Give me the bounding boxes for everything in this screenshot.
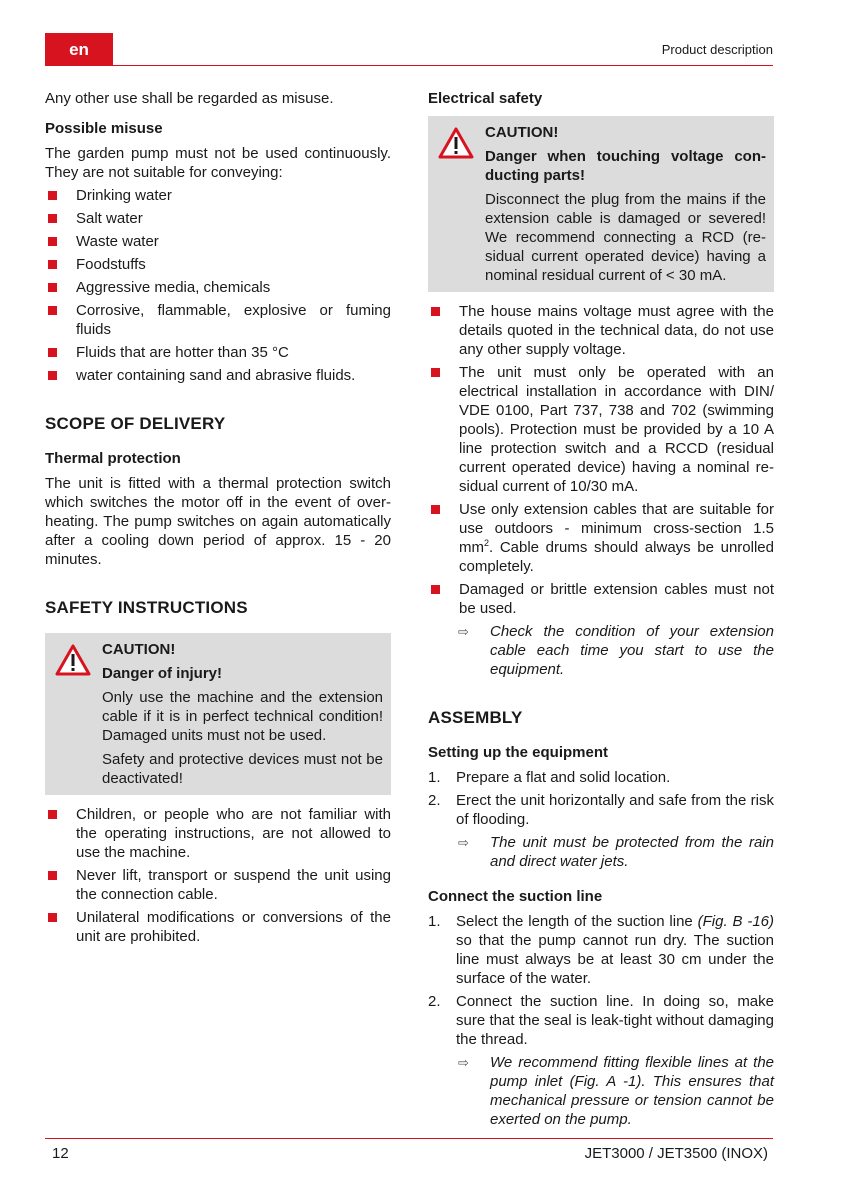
setup-heading: Setting up the equipment bbox=[428, 744, 608, 761]
note-text: Check the condition of your extension cable each time you start to use the equipment. bbox=[490, 623, 774, 678]
list-item: Drinking water bbox=[45, 186, 391, 205]
possible-misuse-heading: Possible misuse bbox=[45, 120, 163, 137]
thermal-protection-heading: Thermal protection bbox=[45, 450, 181, 467]
warning-triangle-icon bbox=[55, 644, 91, 676]
setup-steps bbox=[428, 768, 774, 829]
note-text: We recommend fitting flexible lines at the pump inlet (Fig. A -1). This ensures that mechanical pressure or tension cannot be exerted on the pump. bbox=[490, 1054, 774, 1128]
header-title: Product description bbox=[661, 42, 773, 57]
caution-subtitle: Danger when touching voltage conducting parts! bbox=[485, 148, 766, 184]
misuse-text: The garden pump must not be used continuously. They are not suitable for conveying: bbox=[45, 145, 391, 181]
list-item: Waste water bbox=[45, 232, 391, 251]
cable-note bbox=[428, 622, 774, 679]
left-column bbox=[45, 89, 391, 950]
cable-text: Use only extension cables that are suitable for use outdoors - minimum cross-section 1.5 mm bbox=[459, 501, 774, 556]
step-number: 1. bbox=[428, 913, 441, 930]
misuse-list bbox=[45, 186, 391, 385]
warning-triangle-icon bbox=[438, 127, 474, 159]
step-text-tail: so that the pump cannot run dry. The suction line must always be at least 30 cm under the surface of the water. bbox=[456, 932, 774, 987]
caution-title: CAUTION! bbox=[485, 124, 559, 141]
safety-list bbox=[45, 805, 391, 946]
caution-box bbox=[45, 633, 391, 795]
list-item: Salt water bbox=[45, 209, 391, 228]
caution-box bbox=[428, 116, 774, 292]
list-item: The house mains voltage must agree with the details quoted in the technical data, do not use any other supply voltage. bbox=[428, 302, 774, 359]
language-tab: en bbox=[45, 33, 113, 65]
right-column bbox=[428, 89, 774, 1135]
step-text: Select the length of the suction line bbox=[456, 913, 698, 930]
list-item bbox=[428, 992, 774, 1049]
step-text: Prepare a flat and solid location. bbox=[456, 769, 671, 786]
step-text: Connect the suction line. In doing so, make sure that the seal is leak-tight without damaging the thread. bbox=[456, 993, 774, 1048]
list-item: water containing sand and abrasive fluids. bbox=[45, 366, 391, 385]
list-item bbox=[428, 768, 774, 787]
suction-note bbox=[428, 1053, 774, 1129]
electrical-safety-heading: Electrical safety bbox=[428, 90, 543, 107]
header-rule bbox=[45, 65, 773, 66]
list-item: Damaged or brittle extension cables must not be used. bbox=[428, 580, 774, 618]
caution-text: Safety and protective devices must not be deactivated! bbox=[102, 751, 383, 787]
cable-text-tail: . Cable drums should always be unrolled completely. bbox=[459, 539, 774, 575]
model-name: JET3000 / JET3500 (INOX) bbox=[584, 1145, 768, 1162]
arrow-icon: ⇨ bbox=[458, 835, 469, 850]
setup-note bbox=[428, 833, 774, 871]
suction-line-heading: Connect the suction line bbox=[428, 888, 603, 905]
step-number: 2. bbox=[428, 993, 441, 1010]
suction-steps bbox=[428, 912, 774, 1049]
list-item: Children, or people who are not familiar with the operating instructions, are not allowed to use the machine. bbox=[45, 805, 391, 862]
page-number: 12 bbox=[52, 1145, 69, 1162]
arrow-icon: ⇨ bbox=[458, 1055, 469, 1070]
list-item: Foodstuffs bbox=[45, 255, 391, 274]
caution-text: Only use the machine and the extension cable if it is in perfect technical condition! Damaged units must not be used. bbox=[102, 689, 383, 744]
list-item: Fluids that are hotter than 35 °C bbox=[45, 343, 391, 362]
safety-instructions-heading: SAFETY INSTRUCTIONS bbox=[45, 598, 248, 617]
squared-superscript: 2 bbox=[484, 538, 490, 548]
list-item bbox=[428, 500, 774, 576]
arrow-icon: ⇨ bbox=[458, 624, 469, 639]
figure-reference: (Fig. B -16) bbox=[697, 913, 775, 930]
list-item bbox=[428, 912, 774, 988]
list-item: The unit must only be operated with an electrical installation in accordance with DIN/ VDE 0100, Part 737, 738 and 702 (swimming pools). Protection must be provided by a 10 A line protection switch and a RCCD (residual current operated device) having a nominal residual current of 10/30 mA. bbox=[428, 363, 774, 496]
list-item bbox=[428, 791, 774, 829]
note-text: The unit must be protected from the rain and direct water jets. bbox=[490, 834, 774, 870]
footer-rule bbox=[45, 1138, 773, 1139]
step-number: 1. bbox=[428, 769, 441, 786]
caution-text: Disconnect the plug from the mains if the extension cable is damaged or severed! We recommend connecting a RCD (residual current operated device) having a nominal residual current of < 30 mA. bbox=[485, 191, 766, 284]
step-number: 2. bbox=[428, 792, 441, 809]
list-item: Aggressive media, chemicals bbox=[45, 278, 391, 297]
misuse-intro: Any other use shall be regarded as misuse. bbox=[45, 90, 334, 107]
list-item: Unilateral modifications or conversions of the unit are prohibited. bbox=[45, 908, 391, 946]
thermal-protection-text: The unit is fitted with a thermal protection switch which switches the motor off in the event of overheating. The pump switches on again automatically after a cooling down period of approx. 15 - 20 minutes. bbox=[45, 475, 391, 568]
assembly-heading: ASSEMBLY bbox=[428, 708, 523, 727]
caution-subtitle: Danger of injury! bbox=[102, 665, 223, 682]
list-item: Corrosive, flammable, explosive or fuming fluids bbox=[45, 301, 391, 339]
list-item: Never lift, transport or suspend the unit using the connection cable. bbox=[45, 866, 391, 904]
step-text: Erect the unit horizontally and safe from the risk of flooding. bbox=[456, 792, 774, 828]
scope-of-delivery-heading: SCOPE OF DELIVERY bbox=[45, 414, 226, 433]
electrical-list bbox=[428, 302, 774, 618]
caution-title: CAUTION! bbox=[102, 641, 176, 658]
